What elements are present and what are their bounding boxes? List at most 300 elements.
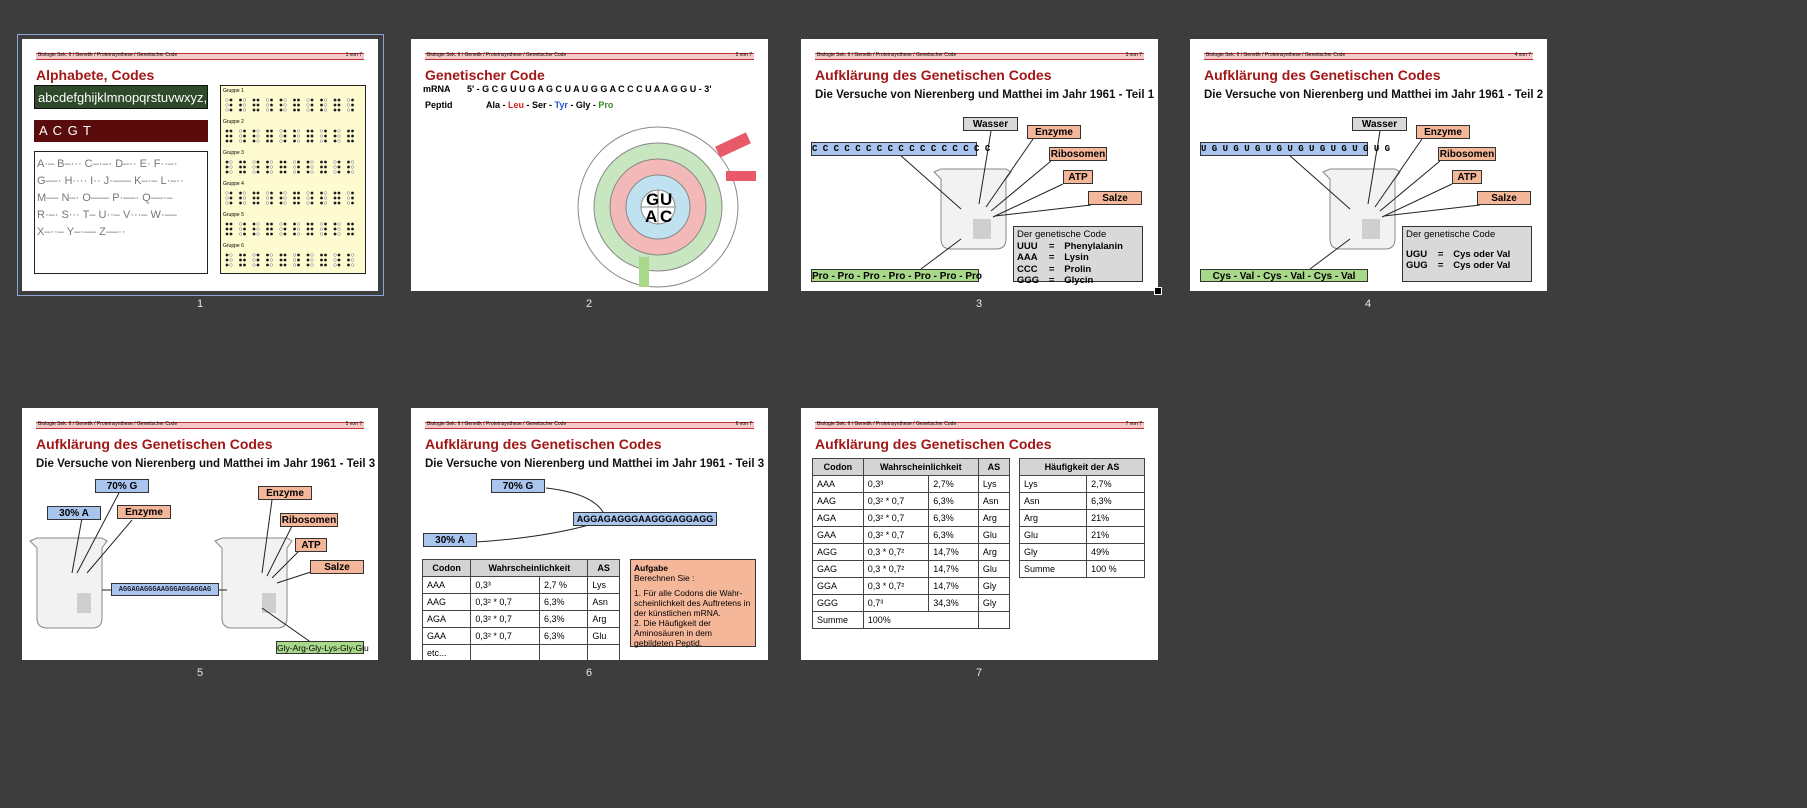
braille-dot (226, 99, 229, 102)
braille-dot (293, 161, 296, 164)
braille-dot (243, 254, 246, 257)
braille-dot (253, 233, 256, 236)
braille-dot (230, 166, 233, 169)
slide-header (815, 422, 1144, 429)
braille-dot (324, 109, 327, 112)
braille-dot (243, 192, 246, 195)
braille-dot (280, 233, 283, 236)
aa-6: Pro (598, 100, 614, 110)
braille-dot (266, 109, 269, 112)
braille-dot (320, 254, 323, 257)
braille-dot (351, 109, 354, 112)
ribosomen-box: Ribosomen (1439, 149, 1495, 160)
braille-dot (243, 130, 246, 133)
genetic-code-box (1013, 226, 1143, 286)
braille-dot (324, 161, 327, 164)
slide-thumbnail-6[interactable] (411, 408, 768, 660)
morse-line: G––· H···· I·· J·––– K–·– L·–·· (37, 175, 184, 187)
braille-dot (311, 135, 314, 138)
braille-dot (266, 192, 269, 195)
braille-dot (293, 99, 296, 102)
frequency-table (1019, 458, 1145, 578)
start-label (639, 257, 649, 287)
braille-dot (347, 259, 350, 262)
braille-dot (239, 264, 242, 267)
braille-dot (297, 192, 300, 195)
stop-label-2 (726, 171, 756, 181)
braille-dot (334, 161, 337, 164)
braille-dot (284, 264, 287, 267)
braille-dot (338, 166, 341, 169)
braille-dot (270, 228, 273, 231)
braille-dot (257, 223, 260, 226)
braille-dot (253, 197, 256, 200)
morse-line: X–··– Y–·–– Z––·· (37, 226, 126, 238)
braille-dot (297, 254, 300, 257)
code-row: CCC = Prolin (1017, 263, 1092, 275)
braille-dot (311, 228, 314, 231)
peptid-sequence: Ala - Leu - Ser - Tyr - Gly - Pro (486, 100, 614, 110)
braille-dot (324, 140, 327, 143)
braille-dot (293, 192, 296, 195)
braille-dot (324, 192, 327, 195)
braille-dot (311, 233, 314, 236)
slide-thumbnail-7[interactable] (801, 408, 1158, 660)
braille-dot (230, 202, 233, 205)
slide-title: Genetischer Code (425, 67, 545, 83)
code-sun (576, 109, 768, 289)
braille-dot (239, 259, 242, 262)
table-row: etc... (423, 645, 620, 661)
sun-letter-g: G (646, 190, 660, 209)
braille-dot (320, 233, 323, 236)
braille-dot (270, 264, 273, 267)
braille-dot (347, 233, 350, 236)
braille-dot (280, 161, 283, 164)
braille-dot (266, 228, 269, 231)
braille-dot (334, 171, 337, 174)
braille-dot (311, 104, 314, 107)
braille-dot (334, 109, 337, 112)
braille-dot (239, 161, 242, 164)
slide-number-4: 4 (1364, 298, 1372, 310)
braille-dot (243, 233, 246, 236)
braille-dot (257, 233, 260, 236)
braille-dot (226, 202, 229, 205)
braille-dot (324, 264, 327, 267)
braille-group-label: Gruppe 5 (223, 212, 244, 218)
probability-table (422, 559, 620, 660)
braille-dot (324, 254, 327, 257)
braille-dot (307, 104, 310, 107)
table-row: GAA 0,3² * 0,7 6,3% Glu (813, 527, 1010, 544)
braille-dot (257, 109, 260, 112)
wasser-box: Wasser (963, 117, 1018, 131)
braille-dot (297, 233, 300, 236)
braille-dot (284, 254, 287, 257)
braille-dot (284, 166, 287, 169)
braille-dot (253, 109, 256, 112)
braille-dot (230, 109, 233, 112)
slide-subtitle: Die Versuche von Nierenberg und Matthei im Jahr 1961 - Teil 3 (36, 458, 376, 470)
braille-dot (284, 228, 287, 231)
braille-dot (347, 99, 350, 102)
braille-dot (270, 197, 273, 200)
table-row: AGG 0,3 * 0,7² 14,7% Arg (813, 544, 1010, 561)
braille-dot (280, 109, 283, 112)
braille-dot (284, 140, 287, 143)
braille-dot (320, 171, 323, 174)
braille-dot (324, 233, 327, 236)
braille-dot (239, 109, 242, 112)
braille-dot (280, 104, 283, 107)
braille-dot (324, 197, 327, 200)
braille-dot (253, 166, 256, 169)
braille-dot (347, 228, 350, 231)
braille-dot (270, 223, 273, 226)
braille-dot (257, 264, 260, 267)
strand-box: AGGAGAGGGAAGGGAGGAGG (573, 512, 717, 526)
braille-dot (257, 130, 260, 133)
table-header-row (1020, 459, 1145, 476)
braille-dot (311, 202, 314, 205)
braille-dot (284, 161, 287, 164)
braille-dot (347, 171, 350, 174)
braille-dot (297, 223, 300, 226)
ribosomen-box: Ribosomen (281, 515, 337, 526)
braille-dot (311, 166, 314, 169)
braille-dot (338, 228, 341, 231)
braille-dot (243, 197, 246, 200)
braille-dot (311, 109, 314, 112)
braille-dot (311, 171, 314, 174)
braille-dot (293, 109, 296, 112)
braille-dot (293, 202, 296, 205)
alphabet-box: abcdefghijklmnopqrstuvwxyz,. (34, 85, 208, 109)
braille-dot (270, 109, 273, 112)
braille-dot (239, 197, 242, 200)
braille-dot (334, 254, 337, 257)
table-row: AAG 0,3² * 0,7 6,3% Asn (423, 594, 620, 611)
braille-dot (351, 135, 354, 138)
braille-dot (334, 228, 337, 231)
table-row: Summe 100% (813, 612, 1010, 629)
braille-dot (226, 130, 229, 133)
braille-dot (297, 264, 300, 267)
braille-dot (347, 192, 350, 195)
table-row: GAA 0,3² * 0,7 6,3% Glu (423, 628, 620, 645)
braille-dot (351, 264, 354, 267)
braille-dot (297, 197, 300, 200)
braille-dot (347, 166, 350, 169)
enzyme-box-2: Enzyme (258, 486, 312, 500)
header-right: 7 von 7 (1125, 421, 1142, 427)
braille-dot (266, 223, 269, 226)
table-row: AAA 0,3³ 2,7% Lys (813, 476, 1010, 493)
braille-dot (338, 135, 341, 138)
slide-thumbnail-5[interactable] (22, 408, 378, 660)
braille-dot (266, 140, 269, 143)
dna-box: A C G T (34, 120, 208, 142)
braille-dot (257, 135, 260, 138)
braille-dot (284, 192, 287, 195)
braille-dot (293, 264, 296, 267)
slide-number-6: 6 (585, 667, 593, 679)
braille-dot (307, 233, 310, 236)
braille-dot (307, 202, 310, 205)
aa-3: Ser (532, 100, 547, 110)
braille-dot (297, 166, 300, 169)
braille-dot (338, 259, 341, 262)
braille-dot (307, 140, 310, 143)
strand-box: C C C C C C C C C C C C C C C C C (812, 144, 991, 154)
slide-subtitle: Die Versuche von Nierenberg und Matthei im Jahr 1961 - Teil 2 (1204, 89, 1544, 101)
braille-dot (266, 202, 269, 205)
braille-dot (243, 135, 246, 138)
table-row: Lys 2,7% (1020, 476, 1145, 493)
braille-dot (243, 109, 246, 112)
header-right: 5 von 7 (345, 421, 362, 427)
braille-dot (230, 140, 233, 143)
g70-box: 70% G (95, 479, 149, 493)
braille-dot (243, 259, 246, 262)
braille-dot (297, 109, 300, 112)
braille-dot (284, 223, 287, 226)
braille-dot (338, 192, 341, 195)
braille-dot (351, 228, 354, 231)
slide-title: Aufklärung des Genetischen Codes (425, 436, 662, 452)
header-left: Biologie Sek. II / Genetik / Proteinsynthese / Genetischer Code (38, 52, 178, 58)
braille-dot (230, 223, 233, 226)
braille-dot (239, 192, 242, 195)
braille-dot (334, 130, 337, 133)
code-row: GGG = Glycin (1017, 275, 1094, 286)
enzyme-box: Enzyme (1416, 125, 1470, 139)
atp-box: ATP (1063, 170, 1093, 184)
braille-dot (324, 99, 327, 102)
braille-dot (226, 104, 229, 107)
braille-dot (338, 104, 341, 107)
braille-dot (284, 171, 287, 174)
braille-dot (320, 99, 323, 102)
braille-dot (266, 171, 269, 174)
braille-dot (347, 264, 350, 267)
table-row: GGG 0,7³ 34,3% Gly (813, 595, 1010, 612)
braille-dots (221, 86, 367, 275)
braille-dot (351, 166, 354, 169)
braille-dot (307, 223, 310, 226)
table-row: AGA 0,3² * 0,7 6,3% Arg (813, 510, 1010, 527)
braille-dot (257, 166, 260, 169)
col-codon: Codon (813, 459, 864, 476)
braille-dot (257, 197, 260, 200)
braille-dot (338, 254, 341, 257)
slide-thumbnail-3[interactable] (801, 39, 1158, 291)
braille-dot (284, 233, 287, 236)
braille-dot (347, 109, 350, 112)
braille-dot (351, 259, 354, 262)
task-title: Aufgabe (634, 563, 668, 573)
braille-dot (338, 223, 341, 226)
braille-dot (297, 259, 300, 262)
braille-dot (324, 202, 327, 205)
table-header-row (423, 560, 620, 577)
braille-dot (239, 166, 242, 169)
braille-dot (297, 104, 300, 107)
enzyme-box: Enzyme (1027, 125, 1081, 139)
slide-subtitle: Die Versuche von Nierenberg und Matthei im Jahr 1961 - Teil 3 (425, 458, 765, 470)
braille-dot (226, 259, 229, 262)
strand-box: AGGAGAGGGAAGGGAGGAGGAG (111, 583, 219, 596)
braille-dot (293, 104, 296, 107)
braille-dot (293, 166, 296, 169)
braille-dot (243, 264, 246, 267)
col-as: AS (978, 459, 1009, 476)
braille-dot (257, 171, 260, 174)
braille-dot (351, 197, 354, 200)
braille-dot (280, 130, 283, 133)
braille-dot (338, 161, 341, 164)
braille-dot (338, 202, 341, 205)
braille-dot (347, 202, 350, 205)
slide-title: Alphabete, Codes (36, 67, 155, 83)
col-probability: Wahrscheinlichkeit (471, 560, 588, 577)
braille-dot (320, 140, 323, 143)
slide-title: Aufklärung des Genetischen Codes (815, 67, 1052, 83)
braille-dot (320, 202, 323, 205)
braille-dot (347, 140, 350, 143)
braille-dot (320, 228, 323, 231)
braille-dot (253, 192, 256, 195)
slide-number-5: 5 (196, 667, 204, 679)
braille-dot (253, 135, 256, 138)
braille-dot (338, 171, 341, 174)
braille-dot (293, 259, 296, 262)
braille-dot (297, 130, 300, 133)
braille-dot (253, 202, 256, 205)
sun-letter-a: A (645, 207, 658, 226)
braille-dot (351, 130, 354, 133)
braille-dot (351, 171, 354, 174)
braille-dot (334, 202, 337, 205)
braille-dot (293, 197, 296, 200)
braille-dot (280, 135, 283, 138)
result-box: Gly-Arg-Gly-Lys-Gly-Glu (277, 643, 369, 653)
table-row: Asn 6,3% (1020, 493, 1145, 510)
braille-dot (257, 202, 260, 205)
task-item: 2. Die Häufigkeit der Aminosäuren in dem gebildeten Peptid. (634, 618, 712, 648)
braille-dot (320, 130, 323, 133)
braille-dot (230, 192, 233, 195)
slide-title: Aufklärung des Genetischen Codes (815, 436, 1052, 452)
braille-dot (270, 233, 273, 236)
header-left: Biologie Sek. II / Genetik / Proteinsynthese / Genetischer Code (427, 52, 567, 58)
header-right: 2 von 7 (735, 52, 752, 58)
header-left: Biologie Sek. II / Genetik / Proteinsynthese / Genetischer Code (817, 421, 957, 427)
braille-dot (243, 161, 246, 164)
mrna-sequence: 5' - G C G U U G A G C U A U G G A C C C U A A G G U - 3' (467, 84, 712, 94)
code-row: AAA = Lysin (1017, 252, 1089, 263)
braille-dot (324, 104, 327, 107)
braille-dot (230, 233, 233, 236)
braille-dot (257, 104, 260, 107)
table-row: Glu 21% (1020, 527, 1145, 544)
braille-dot (311, 161, 314, 164)
braille-dot (239, 140, 242, 143)
braille-dot (270, 130, 273, 133)
braille-dot (307, 197, 310, 200)
aa-4: Tyr (554, 100, 568, 110)
strand-box: U G U G U G U G U G U G U G U G U G (1201, 144, 1391, 154)
braille-dot (226, 161, 229, 164)
slide-thumbnail-4[interactable] (1190, 39, 1547, 291)
slide-header (425, 53, 754, 60)
braille-dot (351, 140, 354, 143)
braille-dot (307, 192, 310, 195)
braille-dot (320, 197, 323, 200)
braille-dot (293, 140, 296, 143)
header-left: Biologie Sek. II / Genetik / Proteinsynthese / Genetischer Code (38, 421, 178, 427)
braille-dot (307, 171, 310, 174)
braille-dot (266, 104, 269, 107)
code-row: UGU = Cys oder Val (1406, 248, 1511, 260)
braille-dot (230, 135, 233, 138)
morse-box (34, 151, 208, 274)
beaker-icon (22, 408, 378, 660)
braille-dot (230, 228, 233, 231)
braille-dot (334, 192, 337, 195)
braille-dot (320, 135, 323, 138)
braille-dot (270, 192, 273, 195)
wasser-box: Wasser (1352, 117, 1407, 131)
slide-thumbnail-2[interactable] (411, 39, 768, 291)
g70-box: 70% G (491, 479, 545, 493)
braille-dot (284, 202, 287, 205)
braille-dot (270, 99, 273, 102)
braille-dot (347, 197, 350, 200)
sun-letter-c: C (660, 207, 673, 226)
braille-dot (293, 233, 296, 236)
braille-dot (334, 135, 337, 138)
salze-box: Salze (1088, 191, 1142, 205)
braille-dot (226, 166, 229, 169)
braille-dot (324, 130, 327, 133)
braille-dot (351, 202, 354, 205)
braille-dot (320, 223, 323, 226)
braille-dot (338, 197, 341, 200)
braille-dot (334, 233, 337, 236)
braille-dot (257, 254, 260, 257)
braille-dot (270, 259, 273, 262)
braille-dot (297, 99, 300, 102)
braille-dot (270, 161, 273, 164)
braille-dot (311, 223, 314, 226)
braille-dot (324, 171, 327, 174)
slide-thumbnail-1[interactable] (22, 39, 378, 291)
braille-dot (226, 135, 229, 138)
table-row: Gly 49% (1020, 544, 1145, 561)
braille-dot (280, 99, 283, 102)
header-right: 3 von 7 (1125, 52, 1142, 58)
braille-dot (226, 197, 229, 200)
braille-dot (311, 140, 314, 143)
slide-number-7: 7 (975, 667, 983, 679)
resize-handle[interactable] (1154, 287, 1162, 295)
braille-dot (257, 228, 260, 231)
braille-dot (266, 130, 269, 133)
braille-group-label: Gruppe 6 (223, 243, 244, 249)
braille-dot (266, 166, 269, 169)
